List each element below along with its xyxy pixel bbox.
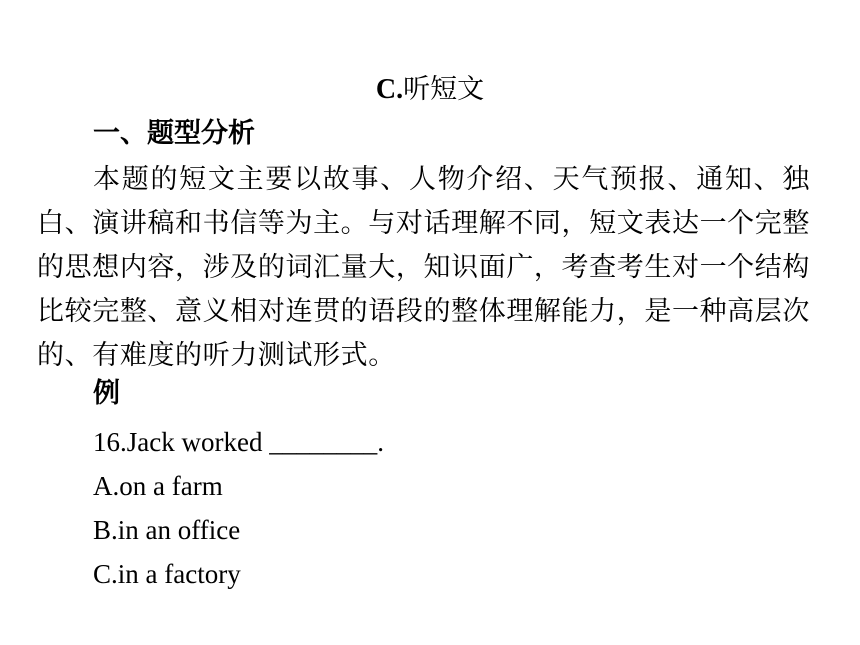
question-text: 16.Jack worked ________. <box>93 427 384 457</box>
option-c: C.in a factory <box>93 559 241 589</box>
option-a: A.on a farm <box>93 471 223 501</box>
option-b: B.in an office <box>93 515 241 545</box>
intro-paragraph: 本题的短文主要以故事、人物介绍、天气预报、通知、独白、演讲稿和书信等为主。与对话理解不同，短文表达一个完整的思想内容，涉及的词汇量大，知识面广，考查考生对一个结构比较完整、意义相对连贯的语段的整体理解能力，是一种高层次的、有难度的听力测试形式。 <box>37 164 810 371</box>
example-label: 例 <box>93 378 120 409</box>
title-text: 听短文 <box>403 74 485 105</box>
title-letter: C <box>375 74 397 105</box>
page-title <box>0 72 860 108</box>
title-separator: . <box>396 74 404 105</box>
section-heading: 一、题型分析 <box>93 118 255 149</box>
